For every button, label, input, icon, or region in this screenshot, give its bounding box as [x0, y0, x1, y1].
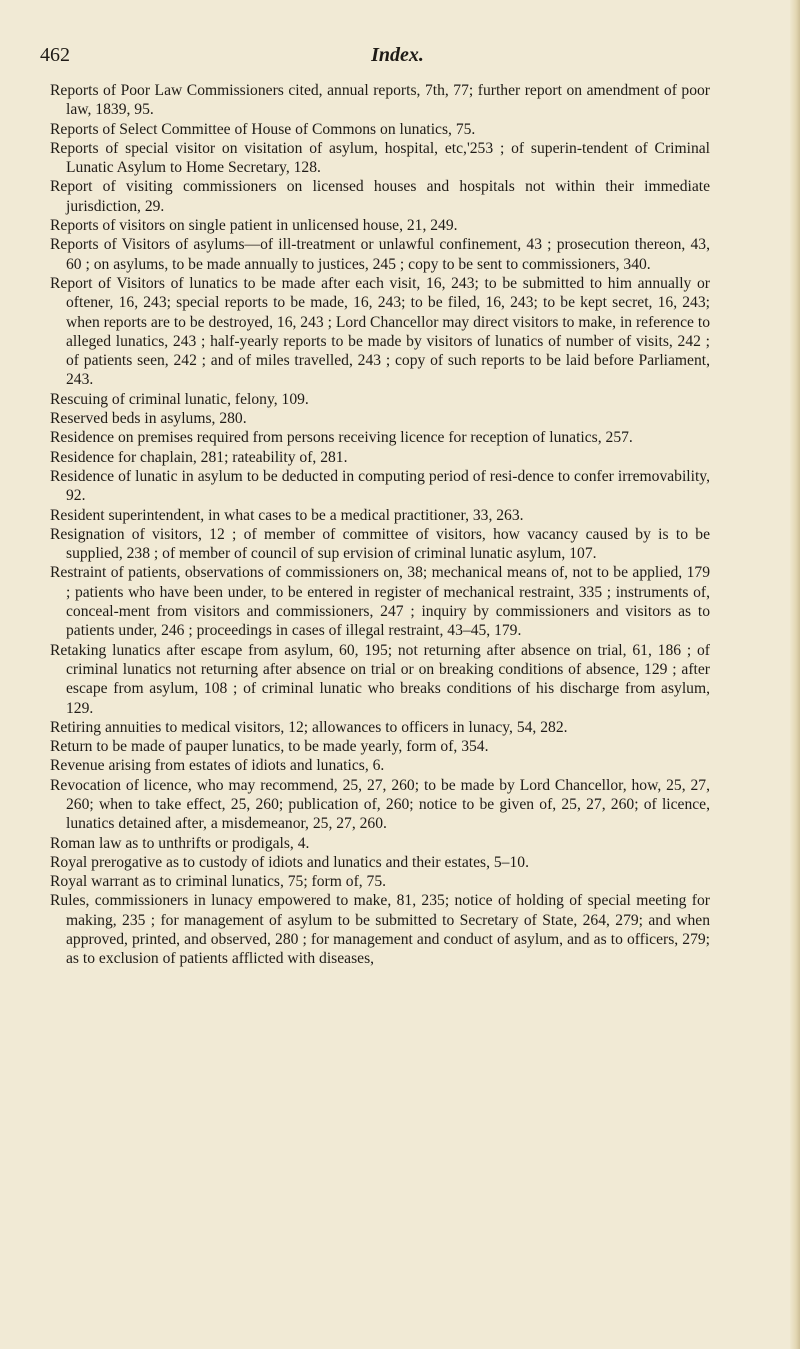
index-entry: Reports of visitors on single patient in unlicensed house, 21, 249.: [50, 217, 458, 235]
index-entry: Report of Visitors of lunatics to be made after each visit, 16, 243; to be submitted to him annually or oftener, 16, 243; special reports to be made, 16, 243; to be filed, 16, 243; to be kept secret, 16, 243; when reports are to be destroyed, 16, 243 ; Lord Chancellor may direct visitors to make, in reference to alleged lunatics, 243 ; half-yearly reports to be made by visitors of lunatics of number of visits, 242 ; of patients seen, 242 ; and of miles travelled, 243 ; copy of such reports to be laid before Parliament, 243.: [50, 274, 710, 389]
index-entry: Rescuing of criminal lunatic, felony, 109.: [50, 390, 309, 408]
index-entry: Residence on premises required from persons receiving licence for reception of lunatics, 257.: [50, 429, 633, 447]
index-entry: Return to be made of pauper lunatics, to be made yearly, form of, 354.: [50, 738, 489, 756]
index-entries: [50, 81, 710, 969]
index-entry: Report of visiting commissioners on licensed houses and hospitals not within their immediate jurisdiction, 29.: [50, 178, 710, 215]
page-header: [40, 44, 755, 74]
index-entry: Resident superintendent, in what cases to be a medical practitioner, 33, 263.: [50, 506, 524, 524]
index-entry: Retiring annuities to medical visitors, 12; allowances to officers in lunacy, 54, 282.: [50, 718, 568, 736]
page-number: 462: [40, 44, 70, 66]
index-entry: Roman law as to unthrifts or prodigals, 4.: [50, 834, 310, 852]
index-entry: Revocation of licence, who may recommend, 25, 27, 260; to be made by Lord Chancellor, how, 25, 27, 260; when to take effect, 25, 260; publication of, 260; notice to be given of, 25, 27, 260; of licence, lunatics detained after, a misdemeanor, 25, 27, 260.: [50, 776, 710, 833]
index-entry: Revenue arising from estates of idiots and lunatics, 6.: [50, 757, 385, 775]
index-entry: Residence of lunatic in asylum to be deducted in computing period of resi-dence to confer irremovability, 92.: [50, 467, 710, 505]
index-entry: Residence for chaplain, 281; rateability of, 281.: [50, 448, 348, 466]
index-entry: Reports of Poor Law Commissioners cited, annual reports, 7th, 77; further report on amendment of poor law, 1839, 95.: [50, 82, 710, 119]
running-title: Index.: [371, 44, 424, 66]
index-entry: Reports of Visitors of asylums—of ill-treatment or unlawful confinement, 43 ; prosecution thereon, 43, 60 ; on asylums, to be made annually to justices, 245 ; copy to be sent to commissioners, 340.: [50, 236, 710, 273]
index-entry: Reports of Select Committee of House of Commons on lunatics, 75.: [50, 120, 476, 138]
index-entry: Reserved beds in asylums, 280.: [50, 410, 247, 428]
index-entry: Royal warrant as to criminal lunatics, 75; form of, 75.: [50, 873, 387, 891]
index-entry: Retaking lunatics after escape from asylum, 60, 195; not returning after absence on trial, 61, 186 ; of criminal lunatics not returning after absence on trial or on breaking conditions of absence, 129 ; after escape from asylum, 108 ; of criminal lunatic who breaks conditions of his discharge from asylum, 129.: [50, 641, 710, 717]
index-entry: Restraint of patients, observations of commissioners on, 38; mechanical means of, not to be applied, 179 ; patients who have been under, to be entered in register of mechanical restraint, 335 ; instruments of, conceal-ment from visitors and commissioners, 247 ; inquiry by commissioners and visitors as to patients under, 246 ; proceedings in cases of illegal restraint, 43–45, 179.: [50, 564, 710, 640]
index-entry: Rules, commissioners in lunacy empowered to make, 81, 235; notice of holding of special meeting for making, 235 ; for management of asylum to be submitted to Secretary of State, 264, 279; and when approved, printed, and observed, 280 ; for management and conduct of asylum, and as to officers, 279; as to exclusion of patients afflicted with diseases,: [50, 892, 710, 968]
page-edge: [790, 0, 800, 1349]
index-entry: Resignation of visitors, 12 ; of member of committee of visitors, how vacancy caused by is to be supplied, 238 ; of member of council of sup ervision of criminal lunatic asylum, 107.: [50, 525, 710, 563]
index-entry: Reports of special visitor on visitation of asylum, hospital, etc,'253 ; of superin-tendent of Criminal Lunatic Asylum to Home Secretary, 128.: [50, 139, 710, 177]
index-entry: Royal prerogative as to custody of idiots and lunatics and their estates, 5–10.: [50, 853, 529, 871]
